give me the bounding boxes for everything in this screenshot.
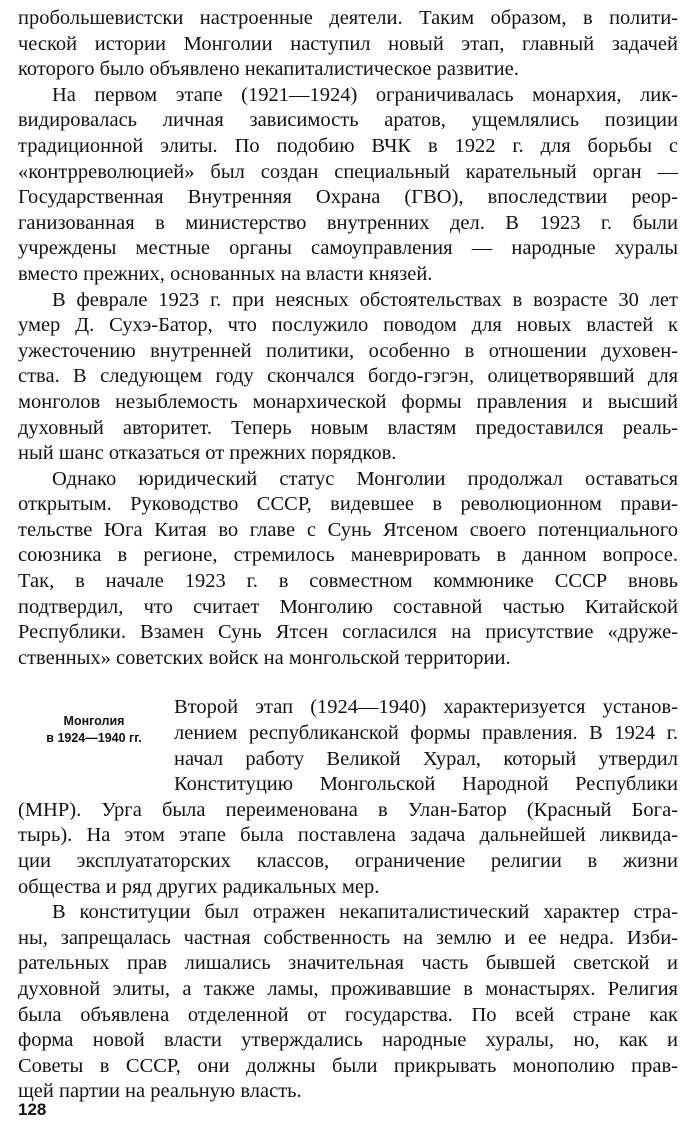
- text-line: традиционной элиты. По подобию ВЧК в 1922 г. для борьбы с: [18, 134, 678, 157]
- text-line: тырь). На этом этапе была поставлена задача дальнейшей ликвида-: [18, 824, 678, 847]
- text-line: духовный авторитет. Теперь новым властям предоставился реаль-: [18, 416, 678, 439]
- section-mongolia-1924-1940: [18, 695, 678, 900]
- text-line: Так, в начале 1923 г. в совместном коммюнике СССР вновь: [18, 570, 678, 593]
- text-line: Республики. Взамен Сунь Ятсен согласился на присутствие «друже-: [18, 621, 678, 644]
- text-line: вместо прежних, основанных на власти князей.: [18, 262, 433, 285]
- text-line: открытым. Руководство СССР, видевшее в революционном прави-: [18, 493, 678, 516]
- text-beside-heading: [174, 695, 678, 797]
- text-line: общества и ряд других радикальных мер.: [18, 875, 380, 898]
- text-line: тельстве Юга Китая во главе с Сунь Ятсеном своего потенциального: [18, 518, 678, 541]
- text-line: начал работу Великой Хурал, который утвердил: [174, 747, 678, 770]
- text-line: учреждены местные органы самоуправления — народные хуралы: [18, 237, 678, 260]
- page-body: [18, 6, 678, 1105]
- text-line: Конституцию Монгольской Народной Республики: [174, 773, 678, 796]
- text-line: ческой истории Монголии наступил новый этап, главный задачей: [18, 32, 678, 55]
- text-line: подтвердил, что считает Монголию составной частью Китайской: [18, 595, 678, 618]
- text-line: умер Д. Сухэ-Батор, что послужило поводом для новых властей к: [18, 314, 678, 337]
- text-line: В конституции был отражен некапиталистический характер стра-: [52, 901, 678, 924]
- text-line: Второй этап (1924—1940) характеризуется установ-: [174, 696, 678, 719]
- paragraph-2: [18, 83, 678, 288]
- text-line: ственных» советских войск на монгольской территории.: [18, 646, 511, 669]
- text-line: видировалась личная зависимость аратов, ущемлялись позиции: [18, 109, 678, 132]
- text-line: духовной элиты, а также ламы, проживавшие в монастырях. Религия: [18, 977, 678, 1000]
- text-line: была объявлена отделенной от государства. По всей стране как: [18, 1003, 678, 1026]
- margin-heading-line: Монголия: [63, 714, 125, 729]
- text-line: рательных прав лишались значительная часть бывшей светской и: [18, 952, 678, 975]
- text-line: ганизованная в министерство внутренних дел. В 1923 г. были: [18, 211, 678, 234]
- paragraph-3: [18, 288, 678, 467]
- paragraph-4: [18, 467, 678, 672]
- text-line: форма новой власти утверждались народные хуралы, но, как и: [18, 1029, 678, 1052]
- paragraph-6: [18, 900, 678, 1105]
- text-line: «контрреволюцией» был создан специальный карательный орган —: [18, 160, 678, 183]
- text-line: ции эксплуататорских классов, ограничение религии в жизни: [18, 850, 678, 872]
- text-line: щей партии на реальную власть.: [18, 1080, 302, 1103]
- section-gap: [18, 671, 678, 695]
- margin-heading: [24, 713, 164, 747]
- text-line: пробольшевистски настроенные деятели. Таким образом, в полити-: [18, 7, 678, 29]
- text-line: ства. В следующем году скончался богдо-гэгэн, олицетворявший для: [18, 365, 678, 388]
- text-line: которого было объявлено некапиталистическое развитие.: [18, 58, 519, 81]
- margin-heading-line: в 1924—1940 гг.: [46, 731, 142, 746]
- page-number: 128: [18, 1100, 47, 1119]
- text-line: союзника в регионе, стремилось маневрировать в данном вопросе.: [18, 544, 678, 567]
- paragraph-1: [18, 6, 678, 83]
- text-line: Однако юридический статус Монголии продолжал оставаться: [52, 467, 678, 490]
- text-line: ны, запрещалась частная собственность на землю и ее недра. Изби-: [18, 926, 678, 949]
- text-line: ужесточению внутренней политики, особенно в отношении духовен-: [18, 339, 678, 362]
- text-line: (МНР). Урга была переименована в Улан-Батор (Красный Бога-: [18, 798, 678, 821]
- text-line: монголов незыблемость монархической формы правления и высший: [18, 390, 678, 413]
- text-line: На первом этапе (1921—1924) ограничивалась монархия, лик-: [52, 83, 678, 106]
- text-line: лением республиканской формы правления. В 1924 г.: [174, 722, 678, 745]
- text-line: В феврале 1923 г. при неясных обстоятельствах в возрасте 30 лет: [52, 288, 678, 311]
- text-line: Советы в СССР, они должны были прикрывать монополию прав-: [18, 1054, 678, 1077]
- text-line: Государственная Внутренняя Охрана (ГВО), впоследствии реор-: [18, 186, 678, 209]
- text-line: ный шанс отказаться от прежних порядков.: [18, 442, 397, 465]
